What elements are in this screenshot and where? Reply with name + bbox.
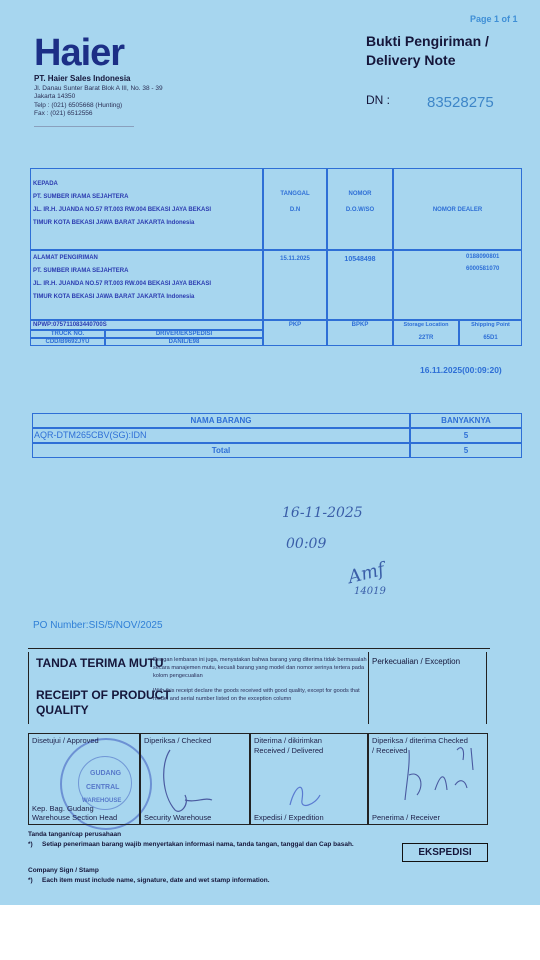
fax-line: Fax : (021) 6512556 xyxy=(34,110,93,118)
signature-label: Diperiksa / diterima Checked / Received xyxy=(372,736,468,755)
receipt-top-rule xyxy=(28,648,490,651)
address-line: JL. IR.H. JUANDA NO.57 RT.003 RW.004 BEKASI JAYA BEKASI xyxy=(33,281,212,287)
address-line: PT. SUMBER IRAMA SEJAHTERA xyxy=(33,268,129,274)
print-timestamp: 16.11.2025(00:09:20) xyxy=(420,365,502,375)
signature-label: Diperiksa / Checked xyxy=(144,736,212,745)
address-line: TIMUR KOTA BEKASI JAWA BARAT JAKARTA Indonesia xyxy=(33,294,195,300)
stamp-text: CENTRAL xyxy=(86,784,120,791)
copy-label: EKSPEDISI xyxy=(402,843,488,862)
tanggal-sub: D.N xyxy=(289,207,301,213)
signature-role-line: Warehouse Section Head xyxy=(32,813,118,822)
stamp-text: WAREHOUSE xyxy=(82,798,122,804)
footer-company-sign: Company Sign / Stamp xyxy=(28,867,99,874)
item-name: AQR-DTM265CBV(SG):IDN xyxy=(34,430,147,440)
dealer-value-cell xyxy=(393,250,522,320)
dealer-value: 0188090801 xyxy=(466,254,500,260)
kepada-label: KEPADA xyxy=(33,181,58,187)
items-table xyxy=(32,413,522,458)
alamat-label: ALAMAT PENGIRIMAN xyxy=(33,255,98,261)
shipping-point-label: Shipping Point xyxy=(471,322,510,328)
dn-label: DN : xyxy=(366,93,390,107)
company-address xyxy=(34,85,163,119)
shipment-table xyxy=(30,168,522,346)
dealer-value: 6000581070 xyxy=(466,266,500,272)
total-value: 5 xyxy=(463,446,469,455)
receipt-title-en-2: QUALITY xyxy=(36,703,89,717)
signature-box-approved[interactable] xyxy=(28,733,140,825)
receipt-left-border xyxy=(28,652,29,724)
storage-label: Storage Location xyxy=(403,322,449,328)
signature-role: Security Warehouse xyxy=(144,813,212,822)
receipt-note-id: Dengan lembaran ini juga, menyatakan bahwa barang yang diterima tidak bermasalah secara manajemen mutu, kecuali barang yang model dan nomor serinya tertera pada kolom pengecualian xyxy=(153,657,367,680)
document-title xyxy=(366,32,489,70)
driver-label: DRIVER/EKSPEDISI xyxy=(155,331,213,337)
bpkp-label: BPKP xyxy=(351,322,369,328)
footer-sign-note: Tanda tangan/cap perusahaan xyxy=(28,831,122,838)
handwritten-time: 00:09 xyxy=(286,536,327,552)
driver-value: DANIL/E98 xyxy=(168,339,200,345)
handwritten-note: 14019 xyxy=(354,586,386,597)
truck-value: CDD/B9692JYU xyxy=(45,339,90,345)
handwritten-date: 16-11-2025 xyxy=(282,505,363,521)
header-divider xyxy=(34,126,134,127)
nomor-value: 10548498 xyxy=(344,256,376,263)
nomor-label: NOMOR xyxy=(348,191,372,197)
tanggal-label: TANGGAL xyxy=(280,191,310,197)
checked-signature xyxy=(150,745,220,820)
page-number: Page 1 of 1 xyxy=(470,14,518,24)
item-qty: 5 xyxy=(463,431,469,440)
npwp-value: NPWP:075711083440700S xyxy=(33,322,107,328)
signature-label: Diterima / dikirimkan Received / Delivered xyxy=(254,736,324,755)
company-name: PT. Haier Sales Indonesia xyxy=(34,74,131,83)
pkp-label: PKP xyxy=(288,322,302,328)
footer-instruction-id: Setiap penerimaan barang wajib menyertakan informasi nama, tanda tangan, tanggal dan Cap basah. xyxy=(42,841,354,848)
recipient-line: PT. SUMBER IRAMA SEJAHTERA xyxy=(33,194,129,200)
signature-role-line: Kep. Bag. Gudang xyxy=(32,804,94,813)
stamp-text: GUDANG xyxy=(90,770,122,777)
signature-role xyxy=(32,804,117,822)
storage-value: 22TR xyxy=(418,335,434,341)
address-line: Jl. Danau Sunter Barat Blok A III, No. 38 - 39 xyxy=(34,85,163,92)
shipping-point-value: 65D1 xyxy=(483,335,498,341)
dealer-label: NOMOR DEALER xyxy=(432,207,483,213)
footer-marker: *) xyxy=(28,877,33,884)
receipt-title-en: RECEIPT OF PRODUCT xyxy=(36,688,171,702)
exception-label: Perkecualian / Exception xyxy=(372,657,461,666)
handwritten-initials: Amf xyxy=(346,558,387,589)
receipt-right-border xyxy=(486,652,487,724)
signature-label: Disetujui / Approved xyxy=(32,736,99,745)
po-number: PO Number:SIS/5/NOV/2025 xyxy=(33,620,163,631)
recipient-line: JL. IR.H. JUANDA NO.57 RT.003 RW.004 BEKASI JAYA BEKASI xyxy=(33,207,212,213)
haier-logo: Haier xyxy=(34,32,125,74)
receiver-signature xyxy=(395,740,485,815)
signature-role: Expedisi / Expedition xyxy=(254,813,324,822)
title-line: Bukti Pengiriman / xyxy=(366,33,489,49)
footer-marker: *) xyxy=(28,841,33,848)
title-line: Delivery Note xyxy=(366,52,456,68)
receipt-title-id: TANDA TERIMA MUTU xyxy=(36,656,164,670)
delivered-signature xyxy=(280,775,330,815)
dn-number: 83528275 xyxy=(427,94,494,111)
tanggal-value: 15.11.2025 xyxy=(280,256,310,262)
item-qty-header: BANYAKNYA xyxy=(441,416,491,425)
phone-line: Telp : (021) 6505668 (Hunting) xyxy=(34,101,123,109)
truck-label: TRUCK NO. xyxy=(50,331,85,337)
address-line: Jakarta 14350 xyxy=(34,93,76,101)
total-label: Total xyxy=(211,446,231,455)
footer-instruction-en: Each item must include name, signature, date and wet stamp information. xyxy=(42,877,270,884)
receipt-note-en: With this receipt declare the goods received with good quality, except for goods that model and serial number listed on the exception column xyxy=(153,688,360,703)
signature-role: Penerima / Receiver xyxy=(372,813,440,822)
item-name-header: NAMA BARANG xyxy=(190,416,252,425)
nomor-sub: D.O.W/SO xyxy=(345,207,375,213)
recipient-line: TIMUR KOTA BEKASI JAWA BARAT JAKARTA Indonesia xyxy=(33,220,195,226)
